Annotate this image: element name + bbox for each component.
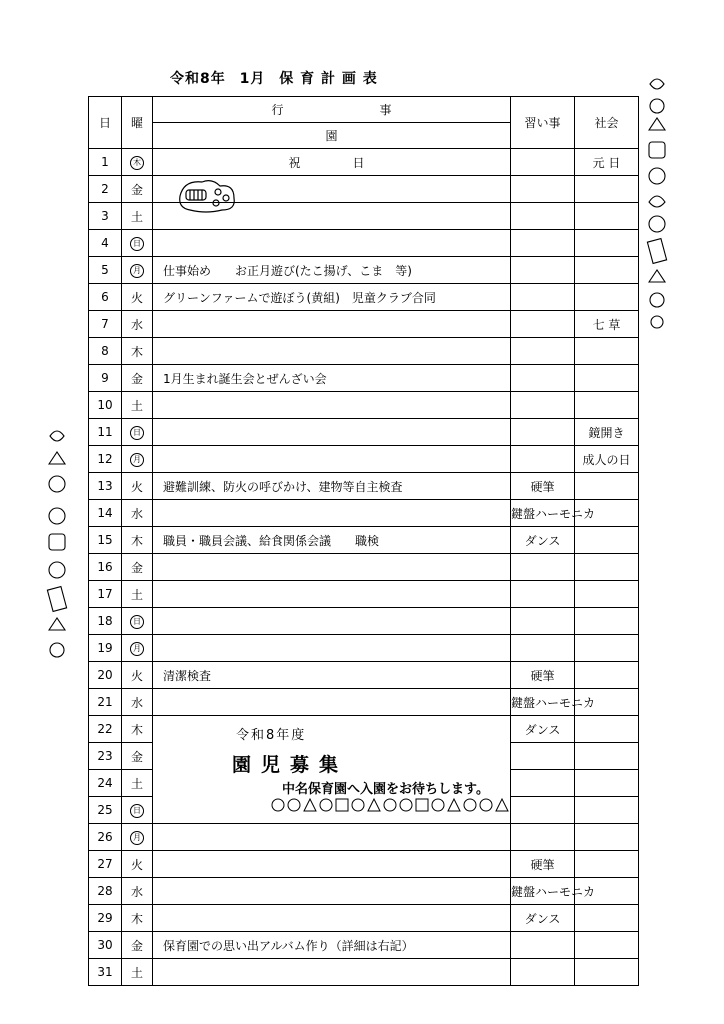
weekday-holiday-mark: 日 — [130, 426, 144, 440]
society-cell — [575, 473, 639, 500]
lesson-cell — [511, 203, 575, 230]
day-number: 11 — [89, 419, 122, 446]
table-row — [89, 554, 639, 581]
recruit-heading: 園児募集 — [232, 754, 349, 776]
event-cell: 仕事始め お正月遊び(たこ揚げ、こま 等) — [153, 257, 511, 284]
day-number: 21 — [89, 689, 122, 716]
weekday-cell — [122, 311, 153, 338]
lesson-cell: ダンス — [511, 527, 575, 554]
table-row — [89, 500, 639, 527]
lesson-cell — [511, 446, 575, 473]
event-cell — [153, 419, 511, 446]
lesson-cell — [511, 284, 575, 311]
weekday-label: 水 — [130, 884, 143, 899]
event-cell: 保育園での思い出アルバム作り（詳細は右記） — [153, 932, 511, 959]
table-row — [89, 824, 639, 851]
table-row — [89, 203, 639, 230]
society-cell — [575, 905, 639, 932]
society-cell: 成人の日 — [575, 446, 639, 473]
day-number: 20 — [89, 662, 122, 689]
society-cell — [575, 824, 639, 851]
lesson-cell — [511, 419, 575, 446]
day-number: 28 — [89, 878, 122, 905]
table-row — [89, 446, 639, 473]
day-number: 15 — [89, 527, 122, 554]
table-row — [89, 932, 639, 959]
day-number: 4 — [89, 230, 122, 257]
recruit-year: 令和8年度 — [236, 728, 307, 743]
lesson-cell — [511, 824, 575, 851]
header-weekday: 曜 — [122, 97, 153, 149]
event-cell — [153, 878, 511, 905]
day-number: 7 — [89, 311, 122, 338]
society-cell — [575, 554, 639, 581]
event-cell — [153, 959, 511, 986]
weekday-holiday-mark: 月 — [130, 453, 144, 467]
weekday-label: 火 — [130, 290, 143, 305]
title-month: 1月 — [239, 71, 266, 87]
society-cell — [575, 608, 639, 635]
table-row — [89, 635, 639, 662]
day-number: 5 — [89, 257, 122, 284]
society-cell — [575, 257, 639, 284]
weekday-cell — [122, 257, 153, 284]
day-number: 26 — [89, 824, 122, 851]
table-row — [89, 149, 639, 176]
society-cell: 七 草 — [575, 311, 639, 338]
table-row — [89, 257, 639, 284]
header-lessons: 習い事 — [511, 97, 575, 149]
weekday-label: 金 — [130, 560, 143, 575]
event-cell — [153, 635, 511, 662]
table-row — [89, 338, 639, 365]
event-cell: グリーンファームで遊ぼう(黄組) 児童クラブ合同 — [153, 284, 511, 311]
event-cell — [153, 581, 511, 608]
lesson-cell: 硬筆 — [511, 473, 575, 500]
day-number: 25 — [89, 797, 122, 824]
lesson-cell — [511, 932, 575, 959]
decorative-border-icon — [270, 796, 510, 814]
title-name: 保 育 計 画 表 — [279, 71, 378, 87]
lesson-cell: ダンス — [511, 716, 575, 743]
day-number: 19 — [89, 635, 122, 662]
lesson-cell — [511, 149, 575, 176]
lesson-cell — [511, 608, 575, 635]
event-cell: 祝 日 — [153, 149, 511, 176]
weekday-cell — [122, 500, 153, 527]
weekday-cell — [122, 284, 153, 311]
weekday-cell — [122, 905, 153, 932]
table-row — [89, 959, 639, 986]
lesson-cell: 鍵盤ハーモニカ — [511, 878, 575, 905]
day-number: 9 — [89, 365, 122, 392]
lesson-cell — [511, 230, 575, 257]
event-cell: 職員・職員会議、給食関係会議 職検 — [153, 527, 511, 554]
table-row — [89, 419, 639, 446]
weekday-label: 金 — [130, 371, 143, 386]
table-row — [89, 311, 639, 338]
lesson-cell — [511, 959, 575, 986]
schedule-table — [88, 96, 639, 986]
weekday-label: 水 — [130, 695, 143, 710]
lesson-cell: 硬筆 — [511, 851, 575, 878]
weekday-label: 土 — [130, 587, 143, 602]
weekday-label: 火 — [130, 857, 143, 872]
society-cell: 元 日 — [575, 149, 639, 176]
new-year-border-right-icon — [640, 72, 674, 334]
society-cell — [575, 392, 639, 419]
weekday-label: 火 — [130, 668, 143, 683]
event-cell — [153, 689, 511, 716]
weekday-cell — [122, 878, 153, 905]
weekday-label: 水 — [130, 506, 143, 521]
weekday-cell — [122, 446, 153, 473]
title-era: 令和8年 — [170, 71, 226, 87]
table-row — [89, 581, 639, 608]
lesson-cell — [511, 257, 575, 284]
header-society: 社会 — [575, 97, 639, 149]
lion-dance-icon — [176, 176, 238, 216]
day-number: 13 — [89, 473, 122, 500]
lesson-cell: 鍵盤ハーモニカ — [511, 689, 575, 716]
day-number: 14 — [89, 500, 122, 527]
society-cell — [575, 581, 639, 608]
recruit-notice — [150, 718, 640, 826]
table-row — [89, 608, 639, 635]
day-number: 2 — [89, 176, 122, 203]
table-row — [89, 905, 639, 932]
header-events: 行 事 — [153, 97, 511, 123]
weekday-cell — [122, 176, 153, 203]
society-cell: 鏡開き — [575, 419, 639, 446]
event-cell: 避難訓練、防火の呼びかけ、建物等自主検査 — [153, 473, 511, 500]
weekday-cell — [122, 554, 153, 581]
weekday-holiday-mark: 木 — [130, 156, 144, 170]
day-number: 10 — [89, 392, 122, 419]
weekday-cell — [122, 662, 153, 689]
event-cell — [153, 824, 511, 851]
lesson-cell — [511, 392, 575, 419]
society-cell — [575, 176, 639, 203]
weekday-label: 土 — [130, 209, 143, 224]
header-day: 日 — [89, 97, 122, 149]
society-cell — [575, 527, 639, 554]
table-row — [89, 878, 639, 905]
weekday-cell — [122, 635, 153, 662]
day-number: 22 — [89, 716, 122, 743]
weekday-label: 火 — [130, 479, 143, 494]
header-events-sub: 園 — [153, 123, 511, 149]
weekday-cell — [122, 608, 153, 635]
table-row — [89, 365, 639, 392]
society-cell — [575, 932, 639, 959]
day-number: 31 — [89, 959, 122, 986]
weekday-holiday-mark: 日 — [130, 615, 144, 629]
lesson-cell: ダンス — [511, 905, 575, 932]
society-cell — [575, 284, 639, 311]
day-number: 27 — [89, 851, 122, 878]
table-row — [89, 662, 639, 689]
day-number: 17 — [89, 581, 122, 608]
weekday-holiday-mark: 月 — [130, 831, 144, 845]
weekday-cell — [122, 203, 153, 230]
society-cell — [575, 662, 639, 689]
table-row — [89, 230, 639, 257]
weekday-label: 木 — [130, 911, 143, 926]
weekday-label: 水 — [130, 317, 143, 332]
weekday-label: 木 — [130, 722, 143, 737]
event-cell — [153, 338, 511, 365]
weekday-cell — [122, 149, 153, 176]
weekday-cell — [122, 959, 153, 986]
event-cell — [153, 608, 511, 635]
lesson-cell — [511, 176, 575, 203]
day-number: 24 — [89, 770, 122, 797]
weekday-cell — [122, 338, 153, 365]
table-row — [89, 284, 639, 311]
weekday-cell — [122, 851, 153, 878]
weekday-holiday-mark: 日 — [130, 804, 144, 818]
weekday-label: 金 — [130, 938, 143, 953]
event-cell — [153, 392, 511, 419]
event-cell — [153, 230, 511, 257]
society-cell — [575, 230, 639, 257]
weekday-label: 土 — [130, 398, 143, 413]
new-year-border-left-icon — [40, 424, 74, 668]
weekday-cell — [122, 824, 153, 851]
weekday-label: 木 — [130, 344, 143, 359]
lesson-cell — [511, 635, 575, 662]
table-row — [89, 689, 639, 716]
event-cell — [153, 446, 511, 473]
society-cell — [575, 851, 639, 878]
weekday-label: 土 — [130, 776, 143, 791]
lesson-cell — [511, 581, 575, 608]
day-number: 12 — [89, 446, 122, 473]
event-cell — [153, 500, 511, 527]
day-number: 6 — [89, 284, 122, 311]
event-cell — [153, 905, 511, 932]
event-cell — [153, 554, 511, 581]
lesson-cell: 鍵盤ハーモニカ — [511, 500, 575, 527]
weekday-cell — [122, 392, 153, 419]
day-number: 3 — [89, 203, 122, 230]
weekday-label: 土 — [130, 965, 143, 980]
lesson-cell — [511, 311, 575, 338]
lesson-cell: 硬筆 — [511, 662, 575, 689]
lesson-cell — [511, 365, 575, 392]
lesson-cell — [511, 338, 575, 365]
weekday-cell — [122, 770, 153, 797]
day-number: 23 — [89, 743, 122, 770]
weekday-cell — [122, 527, 153, 554]
table-row — [89, 851, 639, 878]
society-cell — [575, 635, 639, 662]
table-row — [89, 176, 639, 203]
recruit-message: 中名保育園へ入園をお待ちします。 — [282, 782, 489, 797]
table-row — [89, 527, 639, 554]
weekday-cell — [122, 743, 153, 770]
day-number: 1 — [89, 149, 122, 176]
table-row — [89, 473, 639, 500]
page-title — [170, 68, 386, 88]
weekday-cell — [122, 473, 153, 500]
weekday-holiday-mark: 日 — [130, 237, 144, 251]
society-cell — [575, 203, 639, 230]
society-cell — [575, 365, 639, 392]
weekday-cell — [122, 716, 153, 743]
weekday-cell — [122, 230, 153, 257]
event-cell — [153, 311, 511, 338]
day-number: 18 — [89, 608, 122, 635]
weekday-holiday-mark: 月 — [130, 264, 144, 278]
weekday-cell — [122, 365, 153, 392]
day-number: 30 — [89, 932, 122, 959]
day-number: 8 — [89, 338, 122, 365]
weekday-holiday-mark: 月 — [130, 642, 144, 656]
society-cell — [575, 959, 639, 986]
day-number: 16 — [89, 554, 122, 581]
weekday-cell — [122, 797, 153, 824]
weekday-label: 木 — [130, 533, 143, 548]
header-row — [89, 97, 639, 123]
weekday-cell — [122, 419, 153, 446]
weekday-cell — [122, 932, 153, 959]
weekday-label: 金 — [130, 749, 143, 764]
weekday-cell — [122, 581, 153, 608]
lesson-cell — [511, 554, 575, 581]
event-cell: 1月生まれ誕生会とぜんざい会 — [153, 365, 511, 392]
event-cell — [153, 851, 511, 878]
table-row — [89, 392, 639, 419]
day-number: 29 — [89, 905, 122, 932]
event-cell: 清潔検査 — [153, 662, 511, 689]
society-cell — [575, 338, 639, 365]
weekday-label: 金 — [130, 182, 143, 197]
weekday-cell — [122, 689, 153, 716]
